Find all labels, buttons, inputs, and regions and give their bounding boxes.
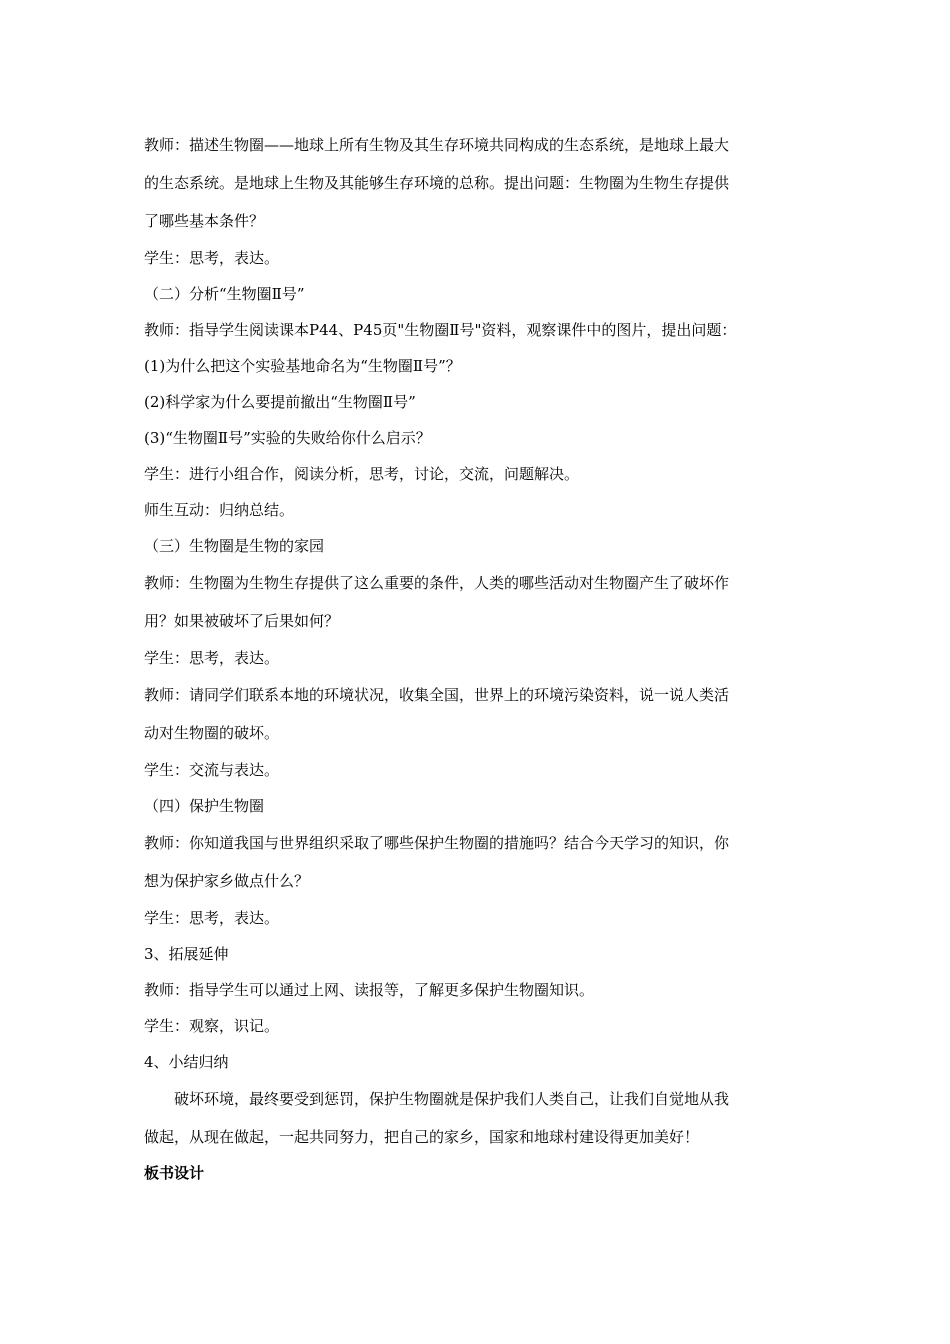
text-line: 了哪些基本条件？	[144, 212, 265, 230]
paragraph-student-response: 学生：思考，表达。	[144, 249, 280, 267]
paragraph-teacher-protection-measures	[144, 824, 806, 900]
text-line: 教师：生物圈为生物生存提供了这么重要的条件，人类的哪些活动对生物圈产生了破坏作	[144, 574, 730, 592]
text-line: 教师：描述生物圈——地球上所有生物及其生存环境共同构成的生态系统，是地球上最大	[144, 136, 730, 154]
text-line: 教师：请同学们联系本地的环境状况，收集全国，世界上的环境污染资料，说一说人类活	[144, 686, 730, 704]
paragraph-teacher-describe-biosphere	[144, 126, 806, 240]
text-line: 用？如果被破坏了后果如何？	[144, 612, 340, 630]
question-2: (2)科学家为什么要提前撤出“生物圈Ⅱ号”	[144, 393, 416, 411]
document-body	[144, 126, 806, 1190]
section-heading-summary: 4、小结归纳	[144, 1053, 229, 1071]
paragraph-teacher-guide-reading: 教师：指导学生阅读课本P44、P45页"生物圈Ⅱ号"资料，观察课件中的图片，提出问题：	[144, 321, 737, 339]
text-line: 做起，从现在做起，一起共同努力，把自己的家乡，国家和地球村建设得更加美好！	[144, 1128, 700, 1146]
text-line: 破坏环境，最终要受到惩罚，保护生物圈就是保护我们人类自己，让我们自觉地从我	[174, 1090, 730, 1108]
text-line: 的生态系统。是地球上生物及其能够生存环境的总称。提出问题：生物圈为生物生存提供	[144, 174, 730, 192]
text-line: 想为保护家乡做点什么？	[144, 872, 310, 890]
paragraph-teacher-local-environment	[144, 676, 806, 752]
question-3: (3)“生物圈Ⅱ号”实验的失败给你什么启示？	[144, 429, 431, 447]
section-heading-home: （三）生物圈是生物的家园	[144, 537, 325, 555]
paragraph-teacher-damage-question	[144, 564, 806, 640]
paragraph-student-response: 学生：思考，表达。	[144, 909, 280, 927]
paragraph-student-observe: 学生：观察，识记。	[144, 1017, 280, 1035]
section-heading-protect: （四）保护生物圈	[144, 797, 265, 815]
question-1: (1)为什么把这个实验基地命名为“生物圈Ⅱ号”？	[144, 357, 461, 375]
paragraph-student-exchange: 学生：交流与表达。	[144, 761, 280, 779]
paragraph-interaction-summary: 师生互动：归纳总结。	[144, 501, 295, 519]
paragraph-student-response: 学生：思考，表达。	[144, 649, 280, 667]
text-line: 动对生物圈的破坏。	[144, 724, 280, 742]
section-heading-biosphere-2: （二）分析“生物圈Ⅱ号”	[144, 285, 305, 303]
section-heading-extension: 3、拓展延伸	[144, 945, 229, 963]
section-heading-board-design: 板书设计	[144, 1164, 205, 1182]
text-line: 教师：你知道我国与世界组织采取了哪些保护生物圈的措施吗？结合今天学习的知识，你	[144, 834, 730, 852]
paragraph-teacher-extension: 教师：指导学生可以通过上网、读报等，了解更多保护生物圈知识。	[144, 981, 595, 999]
paragraph-summary-conclusion	[144, 1080, 806, 1156]
paragraph-student-group-work: 学生：进行小组合作，阅读分析，思考，讨论，交流，问题解决。	[144, 465, 580, 483]
